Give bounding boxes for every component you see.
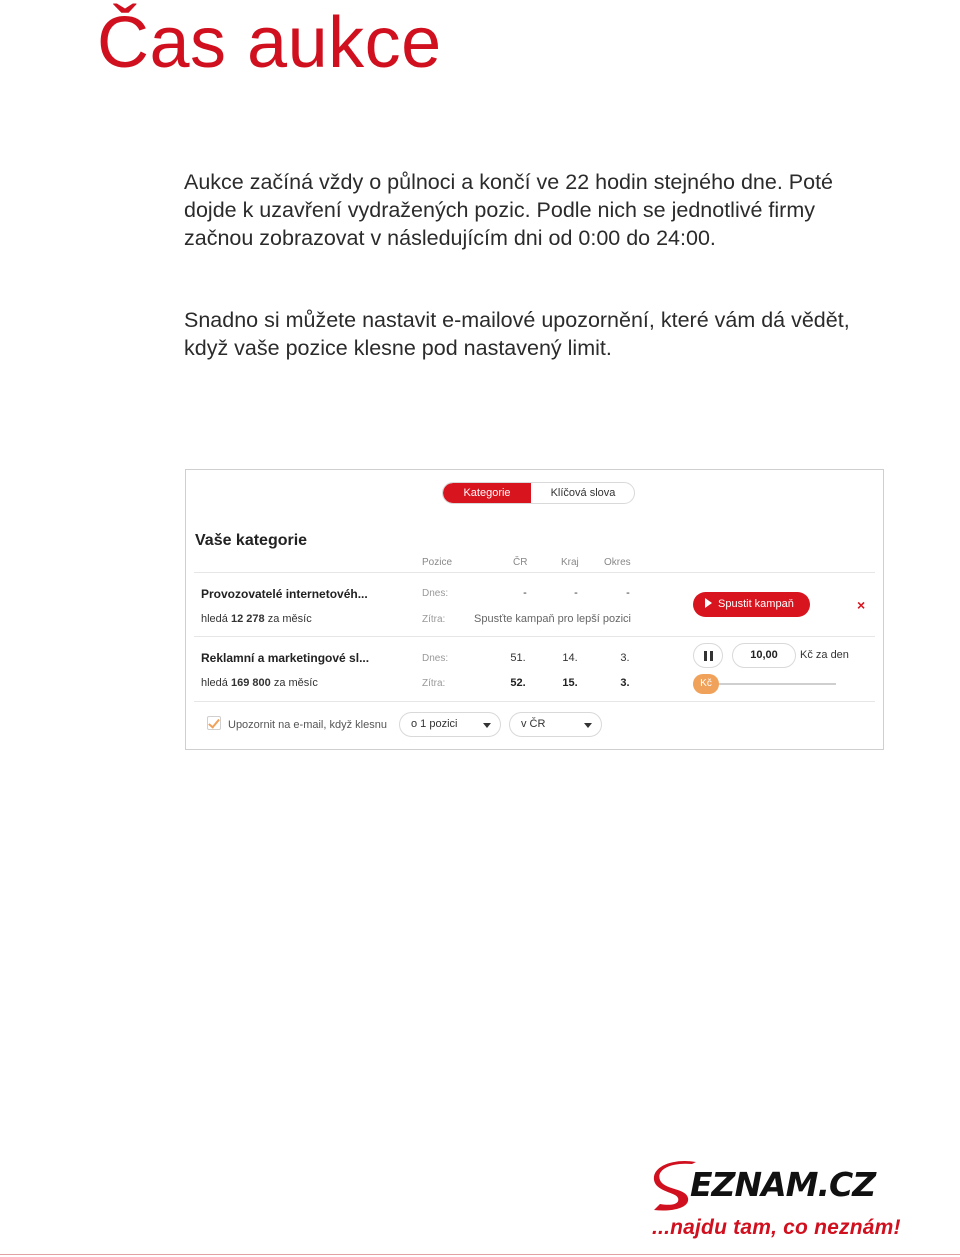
column-header-kraj: Kraj xyxy=(561,557,579,568)
today-kraj: - xyxy=(574,587,578,599)
budget-slider-track[interactable] xyxy=(706,683,836,685)
pause-icon xyxy=(704,651,707,661)
divider xyxy=(194,636,875,637)
footer-divider xyxy=(0,1254,960,1255)
daily-budget-input[interactable]: 10,00 xyxy=(732,643,796,668)
tomorrow-cr: 52. xyxy=(510,677,526,689)
searches-prefix: hledá xyxy=(201,677,228,689)
section-heading: Vaše kategorie xyxy=(195,532,308,549)
today-label: Dnes: xyxy=(422,653,449,664)
region-select[interactable] xyxy=(509,712,602,737)
start-campaign-button[interactable] xyxy=(693,592,810,617)
category-name[interactable]: Reklamní a marketingové sl... xyxy=(201,651,370,665)
notify-label: Upozornit na e-mail, když klesnu xyxy=(228,719,387,731)
tomorrow-message: Spusťte kampaň pro lepší pozici xyxy=(474,613,631,625)
tomorrow-label: Zítra: xyxy=(422,614,446,625)
tomorrow-kraj: 15. xyxy=(562,677,578,689)
slogan: ...najdu tam, co neznám! xyxy=(652,1216,901,1239)
logo-text: EZNAM.CZ xyxy=(690,1165,876,1204)
tab-switcher xyxy=(442,482,635,504)
column-header-cr: ČR xyxy=(513,557,528,568)
positions-select[interactable] xyxy=(399,712,501,737)
tomorrow-label: Zítra: xyxy=(422,678,446,689)
today-kraj: 14. xyxy=(562,652,578,664)
chevron-down-icon xyxy=(584,723,592,728)
tab-kategorie[interactable]: Kategorie xyxy=(443,483,531,503)
category-searches xyxy=(201,677,318,689)
start-campaign-label: Spustit kampaň xyxy=(718,598,794,610)
categories-screenshot xyxy=(185,469,884,750)
pause-icon xyxy=(710,651,713,661)
play-icon xyxy=(705,598,712,608)
chevron-down-icon xyxy=(483,723,491,728)
today-label: Dnes: xyxy=(422,588,449,599)
today-cr: - xyxy=(523,587,527,599)
category-name[interactable]: Provozovatelé internetovéh... xyxy=(201,587,368,601)
pause-button[interactable] xyxy=(693,643,723,668)
today-cr: 51. xyxy=(510,652,526,664)
budget-slider-handle[interactable]: Kč xyxy=(693,674,719,694)
searches-suffix: za měsíc xyxy=(273,677,318,689)
divider xyxy=(194,701,875,702)
column-header-okres: Okres xyxy=(604,557,631,568)
searches-suffix: za měsíc xyxy=(267,613,312,625)
tomorrow-okres: 3. xyxy=(620,677,630,689)
intro-paragraph: Aukce začíná vždy o půlnoci a končí ve 22 hodin stejného dne. Poté dojde k uzavření vydražených pozic. Podle nich se jednotlivé firmy začnou zobrazovat v následujícím dni od 0:00 do 24:00. xyxy=(184,170,834,250)
notify-checkbox[interactable] xyxy=(207,716,221,730)
tab-klicova-slova[interactable]: Klíčová slova xyxy=(550,487,616,499)
close-icon[interactable]: × xyxy=(857,597,866,613)
page-title: Čas aukce xyxy=(97,3,442,83)
searches-count: 12 278 xyxy=(230,613,265,625)
region-select-value: v ČR xyxy=(521,718,546,730)
today-okres: - xyxy=(626,587,630,599)
notification-paragraph: Snadno si můžete nastavit e-mailové upozornění, které vám dá vědět, když vaše pozice klesne pod nastavený limit. xyxy=(184,308,850,360)
searches-count: 169 800 xyxy=(230,677,271,689)
column-header-pozice: Pozice xyxy=(422,557,453,568)
category-searches xyxy=(201,613,312,625)
per-day-label: Kč za den xyxy=(800,649,849,661)
searches-prefix: hledá xyxy=(201,613,228,625)
divider xyxy=(194,572,875,573)
today-okres: 3. xyxy=(620,652,630,664)
positions-select-value: o 1 pozici xyxy=(411,718,458,730)
